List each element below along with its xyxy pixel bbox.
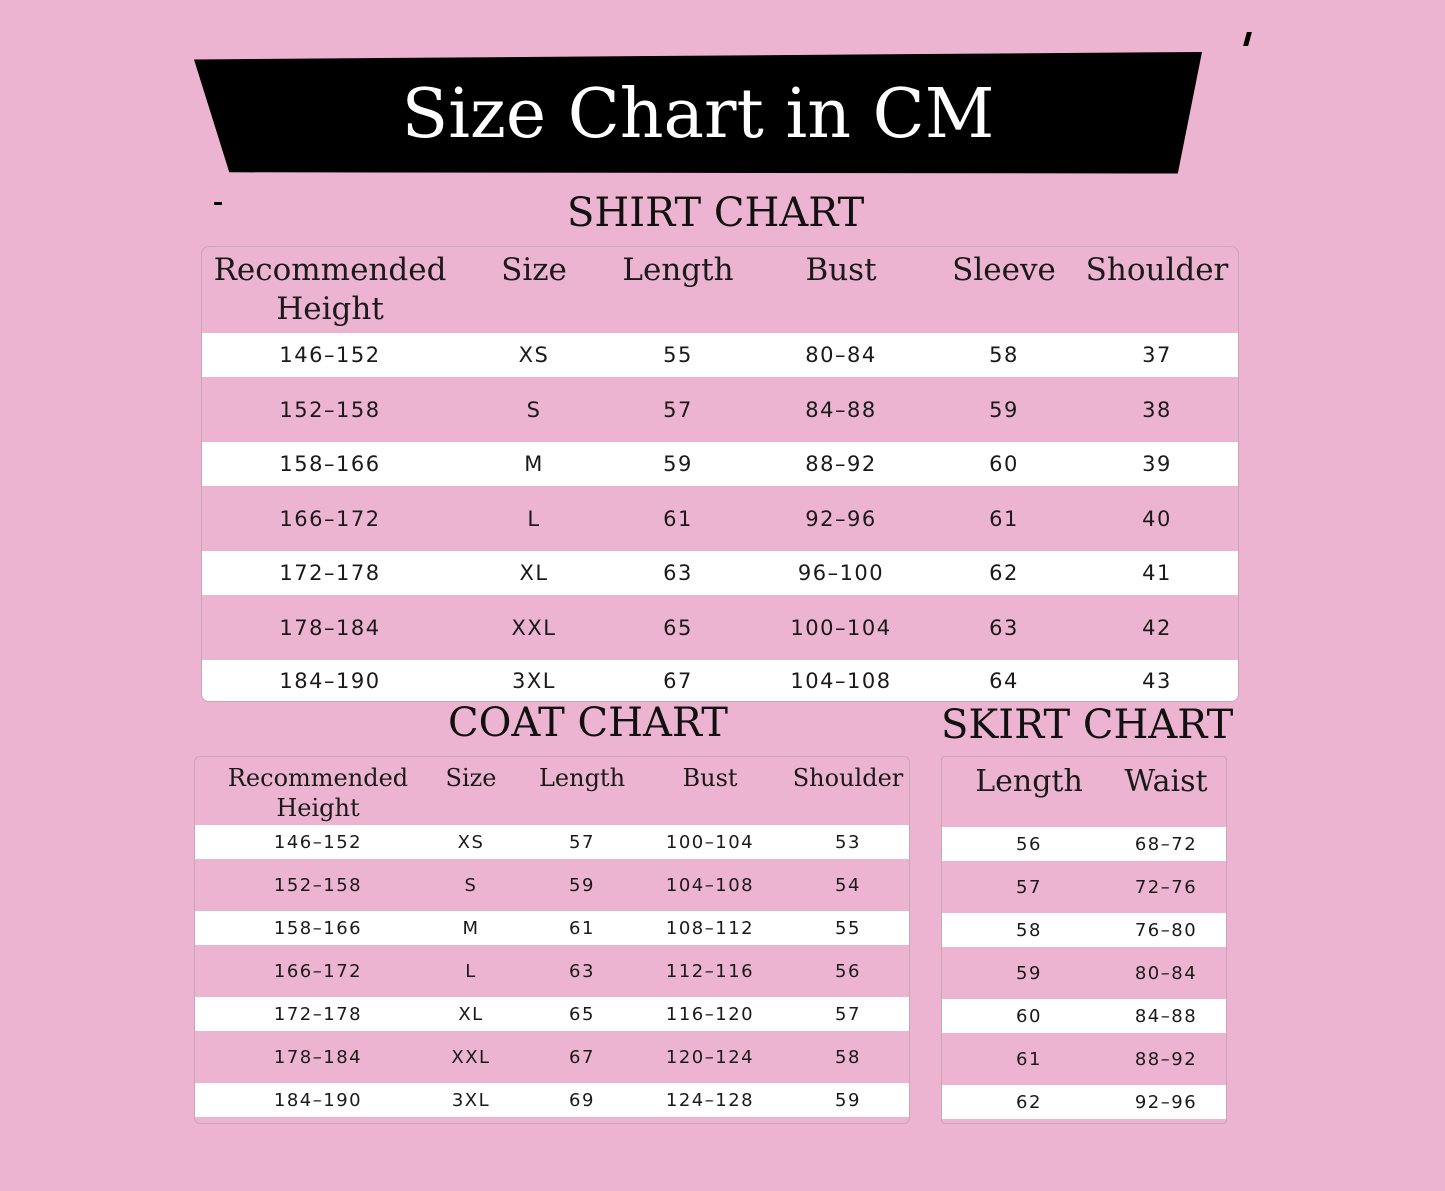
cell-bust: 88–92 — [805, 452, 877, 476]
cell-length: 55 — [663, 343, 693, 367]
cell-size: XL — [458, 1003, 484, 1025]
cell-size: XL — [519, 561, 549, 585]
cell-shoulder: 57 — [835, 1003, 861, 1025]
cell-shoulder: 40 — [1142, 506, 1172, 531]
cell-recommended-height: 152–158 — [279, 397, 381, 422]
cell-size: 3XL — [512, 669, 556, 693]
table-row — [942, 913, 1226, 947]
cell-recommended-height: 184–190 — [279, 669, 381, 693]
cell-bust: 108–112 — [665, 917, 755, 939]
cell-length: 59 — [663, 452, 693, 476]
cell-length: 61 — [1016, 1048, 1042, 1070]
table-row — [202, 333, 1238, 377]
table-row — [202, 486, 1238, 551]
cell-sleeve: 59 — [989, 397, 1019, 422]
table-row — [942, 947, 1226, 999]
cell-size: S — [526, 397, 542, 422]
table-row — [942, 1085, 1226, 1119]
cell-bust: 112–116 — [665, 960, 755, 982]
table-row — [942, 999, 1226, 1033]
header-recommended-height: Recommended Height — [227, 764, 409, 822]
table-row — [195, 911, 909, 945]
table-row — [195, 859, 909, 911]
coat-size-table — [194, 756, 910, 1124]
cell-size: M — [462, 917, 480, 939]
header-length: Length — [538, 764, 626, 792]
table-row — [195, 1083, 909, 1117]
cell-shoulder: 54 — [835, 874, 861, 896]
cell-bust: 116–120 — [665, 1003, 755, 1025]
cell-shoulder: 56 — [835, 960, 861, 982]
table-row — [202, 595, 1238, 660]
header-size: Size — [445, 764, 497, 792]
cell-shoulder: 41 — [1142, 561, 1172, 585]
header-bust: Bust — [805, 252, 877, 288]
cell-length: 69 — [569, 1089, 595, 1111]
shirt-chart-title: SHIRT CHART — [567, 190, 865, 236]
skirt-size-table — [941, 756, 1227, 1124]
page-title: Size Chart in CM — [401, 74, 995, 154]
cell-sleeve: 61 — [989, 506, 1019, 531]
cell-size: L — [465, 960, 477, 982]
table-row — [195, 1031, 909, 1083]
table-row — [942, 1033, 1226, 1085]
cell-bust: 96–100 — [797, 561, 885, 585]
cell-sleeve: 63 — [989, 615, 1019, 640]
cell-bust: 104–108 — [790, 669, 892, 693]
cell-shoulder: 39 — [1142, 452, 1172, 476]
cell-recommended-height: 152–158 — [273, 874, 363, 896]
cell-waist: 80–84 — [1134, 962, 1198, 984]
header-shoulder: Shoulder — [1085, 252, 1229, 288]
cell-sleeve: 62 — [989, 561, 1019, 585]
cell-length: 57 — [663, 397, 693, 422]
header-shoulder: Shoulder — [792, 764, 904, 792]
cell-size: M — [524, 452, 544, 476]
cell-recommended-height: 146–152 — [273, 831, 363, 853]
decorative-mark — [214, 202, 222, 205]
cell-waist: 76–80 — [1134, 919, 1198, 941]
cell-shoulder: 42 — [1142, 615, 1172, 640]
cell-shoulder: 53 — [835, 831, 861, 853]
cell-shoulder: 55 — [835, 917, 861, 939]
cell-length: 56 — [1016, 833, 1042, 855]
table-row — [202, 660, 1238, 702]
cell-waist: 88–92 — [1134, 1048, 1198, 1070]
header-recommended-height: Recommended Height — [213, 252, 447, 327]
cell-sleeve: 60 — [989, 452, 1019, 476]
cell-shoulder: 38 — [1142, 397, 1172, 422]
cell-waist: 68–72 — [1134, 833, 1198, 855]
skirt-chart-title: SKIRT CHART — [941, 702, 1234, 748]
cell-size: XS — [518, 343, 550, 367]
cell-length: 61 — [663, 506, 693, 531]
cell-bust: 80–84 — [805, 343, 877, 367]
header-bust: Bust — [682, 764, 738, 792]
cell-recommended-height: 146–152 — [279, 343, 381, 367]
cell-length: 57 — [569, 831, 595, 853]
table-row — [202, 551, 1238, 595]
cell-waist: 72–76 — [1134, 876, 1198, 898]
cell-bust: 100–104 — [665, 831, 755, 853]
cell-length: 60 — [1016, 1005, 1042, 1027]
cell-recommended-height: 166–172 — [279, 506, 381, 531]
cell-length: 65 — [663, 615, 693, 640]
cell-bust: 92–96 — [805, 506, 877, 531]
cell-length: 59 — [1016, 962, 1042, 984]
cell-sleeve: 58 — [989, 343, 1019, 367]
header-length: Length — [622, 252, 734, 288]
table-row — [202, 442, 1238, 486]
cell-recommended-height: 184–190 — [273, 1089, 363, 1111]
table-row — [195, 997, 909, 1031]
cell-length: 63 — [663, 561, 693, 585]
cell-waist: 84–88 — [1134, 1005, 1198, 1027]
table-row — [195, 945, 909, 997]
cell-length: 58 — [1016, 919, 1042, 941]
cell-recommended-height: 172–178 — [279, 561, 381, 585]
cell-length: 63 — [569, 960, 595, 982]
cell-bust: 104–108 — [665, 874, 755, 896]
table-row — [195, 825, 909, 859]
cell-length: 61 — [569, 917, 595, 939]
cell-length: 65 — [569, 1003, 595, 1025]
cell-size: S — [464, 874, 478, 896]
cell-length: 59 — [569, 874, 595, 896]
cell-size: XXL — [451, 1046, 491, 1068]
cell-sleeve: 64 — [989, 669, 1019, 693]
header-waist: Waist — [1124, 764, 1208, 799]
cell-bust: 120–124 — [665, 1046, 755, 1068]
cell-length: 62 — [1016, 1091, 1042, 1113]
cell-shoulder: 37 — [1142, 343, 1172, 367]
cell-shoulder: 43 — [1142, 669, 1172, 693]
cell-size: XXL — [511, 615, 557, 640]
cell-waist: 92–96 — [1134, 1091, 1198, 1113]
shirt-size-table — [201, 246, 1239, 702]
cell-bust: 124–128 — [665, 1089, 755, 1111]
coat-chart-title: COAT CHART — [448, 700, 728, 746]
cell-recommended-height: 166–172 — [273, 960, 363, 982]
header-length: Length — [975, 764, 1083, 799]
cell-bust: 84–88 — [805, 397, 877, 422]
cell-size: 3XL — [451, 1089, 491, 1111]
cell-recommended-height: 178–184 — [273, 1046, 363, 1068]
cell-bust: 100–104 — [790, 615, 892, 640]
cell-size: L — [527, 506, 541, 531]
decorative-mark — [1243, 32, 1252, 46]
cell-recommended-height: 158–166 — [273, 917, 363, 939]
table-row — [942, 861, 1226, 913]
cell-recommended-height: 158–166 — [279, 452, 381, 476]
header-sleeve: Sleeve — [952, 252, 1056, 288]
table-row — [942, 827, 1226, 861]
cell-recommended-height: 178–184 — [279, 615, 381, 640]
cell-length: 67 — [663, 669, 693, 693]
cell-size: XS — [457, 831, 485, 853]
header-size: Size — [501, 252, 567, 288]
cell-recommended-height: 172–178 — [273, 1003, 363, 1025]
cell-length: 57 — [1016, 876, 1042, 898]
cell-length: 67 — [569, 1046, 595, 1068]
table-row — [202, 377, 1238, 442]
cell-shoulder: 59 — [835, 1089, 861, 1111]
cell-shoulder: 58 — [835, 1046, 861, 1068]
